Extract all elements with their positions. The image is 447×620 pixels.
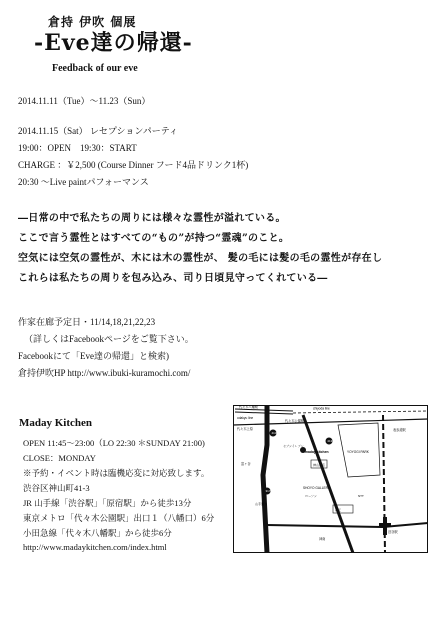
info-facebook-note: （詳しくはFacebookページをご覧下さい。 xyxy=(24,334,194,344)
map-label-413-2: 413 xyxy=(327,439,333,444)
venue-hours: OPEN 11:45～23:00（LO 22:30 ＊SUNDAY 21:00) xyxy=(23,438,205,448)
statement-line-1: ―日常の中で私たちの周りには様々な霊性が溢れている。 xyxy=(18,213,286,224)
map-label-odakyu: odakyu line xyxy=(237,416,254,420)
map-label-yoyogi-hachiman: 代々木八幡駅 xyxy=(239,405,259,409)
info-homepage-link[interactable]: 倉持伊吹HP http://www.ibuki-kuramochi.com/ xyxy=(18,368,191,378)
map-label-omotesando: 表参道駅 xyxy=(393,428,406,432)
map-label-317: 317 xyxy=(265,489,271,494)
map-label-lawson: ローソン xyxy=(305,494,317,498)
venue-reservation-note: ※予約・イベント時は臨機応変に対応致します。 xyxy=(23,468,210,478)
info-facebook-search: Facebookにて「Eve達の帰還」と検索) xyxy=(18,351,169,361)
venue-access-odakyu: 小田急線「代々木八幡駅」から徒歩6分 xyxy=(23,528,172,538)
live-paint-time: 20:30 ～Live paintパフォーマンス xyxy=(18,177,149,187)
map-label-ntt: NTT xyxy=(358,494,364,498)
exhibition-period: 2014.11.11（Tue）～11.23（Sun） xyxy=(18,96,151,106)
venue-access-jr: JR 山手線「渋谷駅」「原宿駅」から徒歩13分 xyxy=(23,498,192,508)
map-label-yamanote: 山手通り xyxy=(255,502,268,506)
venue-name: Maday Kitchen xyxy=(19,417,93,429)
venue-access-metro: 東京メトロ「代々木公園駅」出口１（八幡口）6分 xyxy=(23,513,215,523)
map-label-shibuya: 渋谷駅 xyxy=(388,530,398,534)
access-map xyxy=(233,405,428,553)
map-label-seven-eleven: セブンイレブン xyxy=(283,444,304,448)
statement-line-2: ここで言う霊性とはすべての“もの”が持つ“霊魂”のこと。 xyxy=(18,233,290,244)
map-label-kamiyama: 神山商店 xyxy=(313,463,326,467)
map-label-yoyogi-uehara: 代々木上原 xyxy=(237,427,253,431)
map-label-chiyoda: chiyoda line xyxy=(313,406,330,411)
venue-address: 渋谷区神山町41-3 xyxy=(23,483,90,493)
statement-line-4: これらは私たちの周りを包み込み、司り日頃見守ってくれている― xyxy=(18,273,328,284)
map-label-413: 413 xyxy=(271,431,277,436)
map-label-shoyo-gallery: SHOYO GALLERY xyxy=(303,486,331,490)
exhibition-subtitle: Feedback of our eve xyxy=(52,63,138,74)
venue-closed: CLOSE：MONDAY xyxy=(23,453,96,463)
map-label-jinnan: 神南 xyxy=(319,537,326,541)
venue-url[interactable]: http://www.madaykitchen.com/index.html xyxy=(23,542,167,552)
artist-heading: 倉持 伊吹 個展 xyxy=(48,15,137,29)
map-label-yoyogi-koen: 代々木公園駅 xyxy=(285,419,305,423)
map-label-tomigaya: 富ヶ谷 xyxy=(241,462,251,466)
map-label-yoyogi-park: YOYOGI PARK xyxy=(347,450,369,454)
reception-times: 19:00：OPEN 19:30：START xyxy=(18,143,137,153)
map-label-maday-kitchen: maday kitchen xyxy=(305,450,329,454)
reception-title: 2014.11.15（Sat） レセプションパーティ xyxy=(18,126,179,136)
map-label-hanamasa: 花正 xyxy=(335,508,342,512)
info-attendance: 作家在廊予定日・11/14,18,21,22,23 xyxy=(18,317,156,327)
statement-line-3: 空気には空気の霊性が、木には木の霊性が、 髪の毛には髪の毛の霊性が存在し xyxy=(18,253,383,264)
reception-charge: CHARGE ：￥2,500 (Course Dinner フード4品ドリンク1杯) xyxy=(18,160,249,170)
exhibition-title: -Eve達の帰還- xyxy=(34,30,193,56)
